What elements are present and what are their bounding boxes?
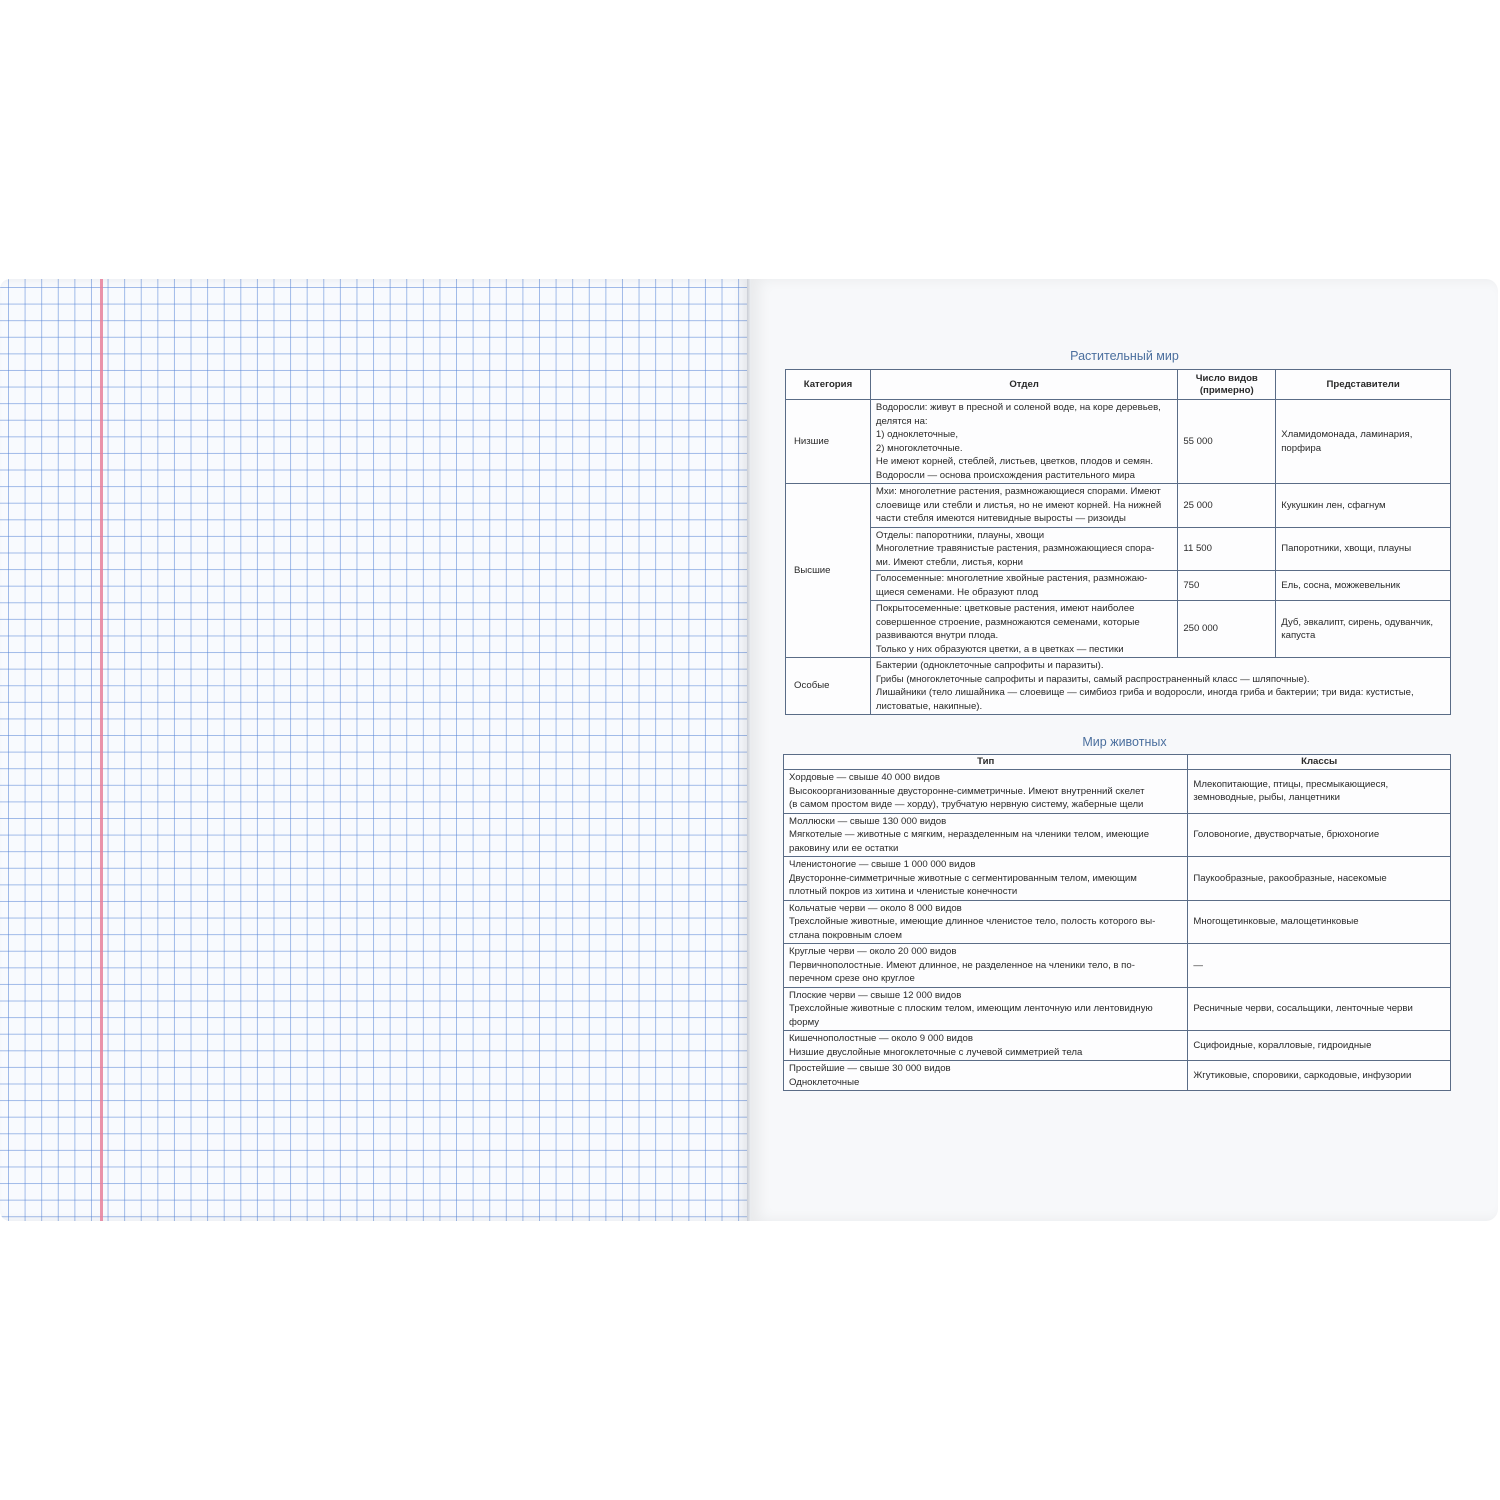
type-cell: [784, 857, 1188, 901]
count-cell: 55 000: [1178, 400, 1276, 484]
text-line: листоватые, накипные).: [875, 700, 983, 712]
category-cell: Высшие: [786, 484, 871, 658]
text-line: Плоские черви — свыше 12 000 видов: [789, 989, 962, 1001]
plants-table: [785, 369, 1451, 715]
animals-table: [783, 754, 1451, 1091]
text-line: Бактерии (одноклеточные сапрофиты и паразиты).: [875, 660, 1104, 671]
text-line: Не имеют корней, стеблей, листьев, цветков, плодов и семян.: [875, 456, 1153, 467]
text-line: Трехслойные животные, имеющие длинное членистое тело, полость которого вы-: [789, 916, 1156, 927]
text-line: Трехслойные животные с плоским телом, имеющим ленточную или лентовидную: [789, 1003, 1153, 1014]
text-line: 1) одноклеточные,: [875, 429, 958, 440]
text-line: развиваются внутри плода.: [875, 630, 999, 641]
type-cell: [784, 987, 1188, 1031]
text-line: Членистоногие — свыше 1 000 000 видов: [789, 859, 976, 870]
text-line: Покрытосеменные: цветковые растения, имеют наиболее: [875, 603, 1135, 614]
representatives-cell: Хламидомонада, ламинария, порфира: [1276, 400, 1451, 484]
division-cell: [870, 571, 1177, 601]
division-cell: [870, 484, 1177, 528]
text-line: совершенное строение, размножаются семенами, которые: [875, 616, 1140, 628]
division-cell: [870, 400, 1177, 484]
classes-cell: Головоногие, двустворчатые, брюхоногие: [1188, 813, 1451, 857]
count-cell: 250 000: [1178, 601, 1276, 658]
count-cell: 25 000: [1178, 484, 1276, 528]
classes-cell: Многощетинковые, малощетинковые: [1188, 900, 1451, 944]
text-line: Одноклеточные: [789, 1076, 860, 1088]
grid-notebook-page: [0, 279, 748, 1221]
text-line: Кишечнополостные — около 9 000 видов: [789, 1033, 973, 1044]
classes-cell: Млекопитающие, птицы, пресмыкающиеся, земноводные, рыбы, ланцетники: [1188, 770, 1451, 814]
text-line: Только у них образуются цветки, а в цветках — пестики: [875, 643, 1124, 655]
table-row: [784, 987, 1451, 1031]
text-line: слоевище или стебли и листья, но не имеют корней. На нижней: [875, 499, 1162, 511]
text-line: Моллюски — свыше 130 000 видов: [789, 815, 947, 827]
special-cell: [870, 658, 1450, 715]
animals-title: Мир животных: [1082, 735, 1167, 749]
text-line: стлана покровным слоем: [789, 929, 902, 941]
plants-header-row: [786, 370, 1451, 400]
header-category: Категория: [786, 370, 871, 400]
classes-cell: Ресничные черви, сосальщики, ленточные черви: [1188, 987, 1451, 1031]
text-line: Водоросли — основа происхождения растительного мира: [875, 469, 1135, 481]
text-line: Первичнополостные. Имеют длинное, не разделенное на членики тело, в по-: [789, 959, 1135, 971]
table-row: [784, 857, 1451, 901]
classes-cell: Паукообразные, ракообразные, насекомые: [1188, 857, 1451, 901]
table-row: [784, 900, 1451, 944]
text-line: Лишайники (тело лишайника — слоевище — симбиоз гриба и водоросли, иногда гриба и бактерии; три вида: кустистые,: [875, 687, 1414, 698]
table-row: [786, 658, 1451, 715]
margin-line: [100, 279, 103, 1221]
text-line: Отделы: папоротники, плауны, хвощи: [875, 529, 1045, 541]
count-cell: 11 500: [1178, 527, 1276, 571]
representatives-cell: Дуб, эвкалипт, сирень, одуванчик, капуста: [1276, 601, 1451, 658]
category-cell: Особые: [786, 658, 871, 715]
division-cell: [870, 601, 1177, 658]
text-line: Мхи: многолетние растения, размножающиеся спорами. Имеют: [875, 486, 1161, 497]
table-row: [786, 527, 1451, 571]
text-line: Голосеменные: многолетние хвойные растения, размножаю-: [875, 573, 1148, 584]
table-row: [784, 1061, 1451, 1091]
text-line: Кольчатые черви — около 8 000 видов: [789, 902, 962, 914]
header-division: Отдел: [870, 370, 1177, 400]
animals-header-row: [784, 755, 1451, 770]
table-row: [784, 770, 1451, 814]
classes-cell: Сцифоидные, коралловые, гидроидные: [1188, 1031, 1451, 1061]
type-cell: [784, 813, 1188, 857]
text-line: 2) многоклеточные.: [875, 442, 963, 454]
text-line: Хордовые — свыше 40 000 видов: [789, 772, 940, 783]
header-classes: Классы: [1188, 755, 1451, 770]
text-line: плотный покров из хитина и членистые конечности: [789, 886, 1018, 897]
header-type: Тип: [784, 755, 1188, 770]
text-line: Грибы (многоклеточные сапрофиты и паразиты, самый распространенный класс — шляпочные).: [875, 673, 1310, 685]
text-line: ми. Имеют стебли, листья, корни: [875, 556, 1024, 568]
type-cell: [784, 1061, 1188, 1091]
type-cell: [784, 900, 1188, 944]
representatives-cell: Кукушкин лен, сфагнум: [1276, 484, 1451, 528]
text-line: Многолетние травянистые растения, размножающиеся спора-: [875, 543, 1155, 554]
classes-cell: —: [1188, 944, 1451, 988]
table-row: [786, 601, 1451, 658]
text-line: части стебля имеются нитевидные выросты — ризоиды: [875, 513, 1126, 524]
text-line: Круглые черви — около 20 000 видов: [789, 946, 957, 957]
table-row: [786, 484, 1451, 528]
type-cell: [784, 944, 1188, 988]
classes-cell: Жгутиковые, споровики, саркодовые, инфузории: [1188, 1061, 1451, 1091]
type-cell: [784, 1031, 1188, 1061]
text-line: Мягкотелые — животные с мягким, неразделенным на членики телом, имеющие: [789, 829, 1150, 840]
type-cell: [784, 770, 1188, 814]
text-line: форму: [789, 1016, 820, 1028]
text-line: Водоросли: живут в пресной и соленой воде, на коре деревьев,: [875, 402, 1161, 413]
table-row: [784, 944, 1451, 988]
text-line: Двусторонне-симметричные животные с сегментированным телом, имеющим: [789, 872, 1137, 884]
representatives-cell: Папоротники, хвощи, плауны: [1276, 527, 1451, 571]
representatives-cell: Ель, сосна, можжевельник: [1276, 571, 1451, 601]
header-representatives: Представители: [1276, 370, 1451, 400]
table-row: [786, 571, 1451, 601]
division-cell: [870, 527, 1177, 571]
text-line: Простейшие — свыше 30 000 видов: [789, 1063, 951, 1074]
text-line: (в самом простом виде — хорду), трубчатую нервную систему, жаберные щели: [789, 799, 1144, 810]
header-species-count: Число видов (примерно): [1178, 370, 1276, 400]
table-row: [786, 400, 1451, 484]
table-row: [784, 813, 1451, 857]
text-line: Высокоорганизованные двусторонне-симметричные. Имеют внутренний скелет: [789, 785, 1145, 797]
text-line: Низшие двуслойные многоклеточные с лучевой симметрией тела: [789, 1046, 1083, 1058]
text-line: щиеся семенами. Не образуют плод: [875, 586, 1039, 598]
category-cell: Низшие: [786, 400, 871, 484]
text-line: раковину или ее остатки: [789, 842, 899, 854]
plants-title: Растительный мир: [1070, 349, 1179, 363]
table-row: [784, 1031, 1451, 1061]
reference-page: [751, 279, 1498, 1221]
count-cell: 750: [1178, 571, 1276, 601]
text-line: перечном срезе оно круглое: [789, 973, 915, 984]
text-line: делятся на:: [875, 415, 928, 427]
